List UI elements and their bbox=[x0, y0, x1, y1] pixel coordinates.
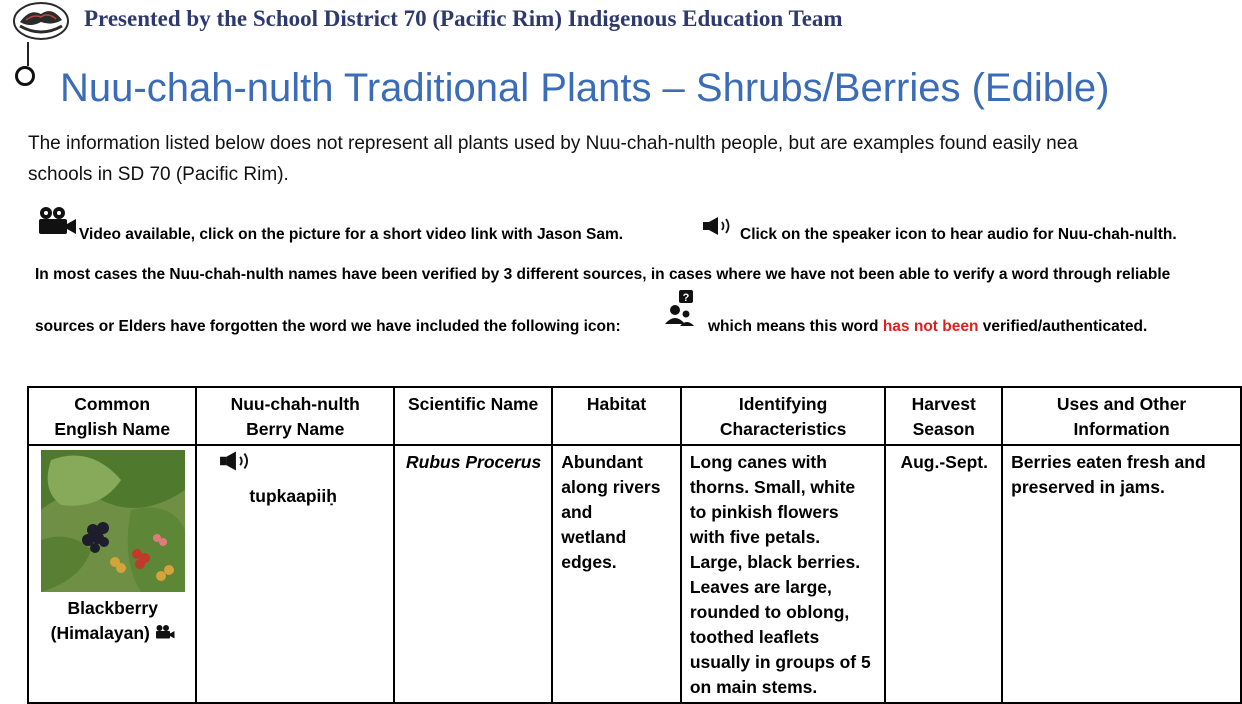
intro-paragraph bbox=[28, 128, 1242, 190]
speaker-icon[interactable] bbox=[219, 450, 255, 472]
intro-line-1: The information listed below does not represent all plants used by Nuu-chah-nulth people, but are examples found easily nea bbox=[28, 133, 1078, 154]
header-nuu-name: Nuu-chah-nulth Berry Name bbox=[196, 387, 394, 445]
common-name-line-1: Blackberry bbox=[67, 598, 158, 618]
not-verified-emphasis: has not been bbox=[882, 318, 979, 335]
table-header-row bbox=[28, 387, 1241, 445]
presenter-heading: Presented by the School District 70 (Pacific Rim) Indigenous Education Team bbox=[84, 6, 843, 31]
header-harvest: Harvest Season bbox=[885, 387, 1002, 445]
header-habitat: Habitat bbox=[552, 387, 681, 445]
header-uses: Uses and Other Information bbox=[1002, 387, 1241, 445]
svg-text:?: ? bbox=[682, 292, 690, 304]
sd70-logo bbox=[12, 2, 70, 42]
cell-habitat: Abundant along rivers and wetland edges. bbox=[552, 445, 681, 703]
speaker-icon bbox=[702, 216, 736, 236]
table-row bbox=[28, 445, 1241, 703]
bullet-circle bbox=[15, 66, 35, 86]
verification-note-line-2: sources or Elders have forgotten the word we have included the following icon: bbox=[35, 318, 621, 335]
verification-note-line-1: In most cases the Nuu-chah-nulth names have been verified by 3 different sources, in cases where we have not been able to verify a word through reliable bbox=[35, 266, 1171, 283]
plants-table bbox=[27, 386, 1242, 704]
header-identifying: Identifying Characteristics bbox=[681, 387, 885, 445]
page-title: Nuu-chah-nulth Traditional Plants – Shrubs/Berries (Edible) bbox=[60, 66, 1110, 110]
common-name-line-2: (Himalayan) bbox=[37, 621, 188, 646]
verify-suffix: verified/authenticated. bbox=[982, 318, 1148, 335]
intro-line-2: schools in SD 70 (Pacific Rim). bbox=[28, 164, 289, 185]
video-camera-icon bbox=[37, 206, 77, 236]
cell-identifying: Long canes with thorns. Small, white to pinkish flowers with five petals. Large, black berries. Leaves are large, rounded to oblong, toothed leaflets usually in groups of 5 on main stems. bbox=[681, 445, 885, 703]
audio-button[interactable] bbox=[219, 450, 386, 476]
video-legend-text: Video available, click on the picture for a short video link with Jason Sam. bbox=[79, 226, 624, 243]
nuu-chah-nulth-name: tupkaapiiḥ bbox=[249, 486, 337, 506]
cell-scientific-name: Rubus Procerus bbox=[394, 445, 552, 703]
verify-prefix: which means this word bbox=[708, 318, 879, 335]
video-camera-icon[interactable] bbox=[155, 624, 175, 640]
person-question-icon bbox=[662, 290, 696, 330]
verification-note-line-2-end bbox=[708, 318, 1147, 336]
cell-nuu-name bbox=[196, 445, 394, 703]
cell-uses: Berries eaten fresh and preserved in jams. bbox=[1002, 445, 1241, 703]
cell-common-name bbox=[28, 445, 196, 703]
cell-harvest-season: Aug.-Sept. bbox=[885, 445, 1002, 703]
header-common-name: Common English Name bbox=[28, 387, 196, 445]
blackberry-photo[interactable] bbox=[41, 450, 185, 592]
speaker-legend-text: Click on the speaker icon to hear audio for Nuu-chah-nulth. bbox=[740, 226, 1177, 243]
logo-connector bbox=[27, 42, 29, 66]
header-scientific-name: Scientific Name bbox=[394, 387, 552, 445]
